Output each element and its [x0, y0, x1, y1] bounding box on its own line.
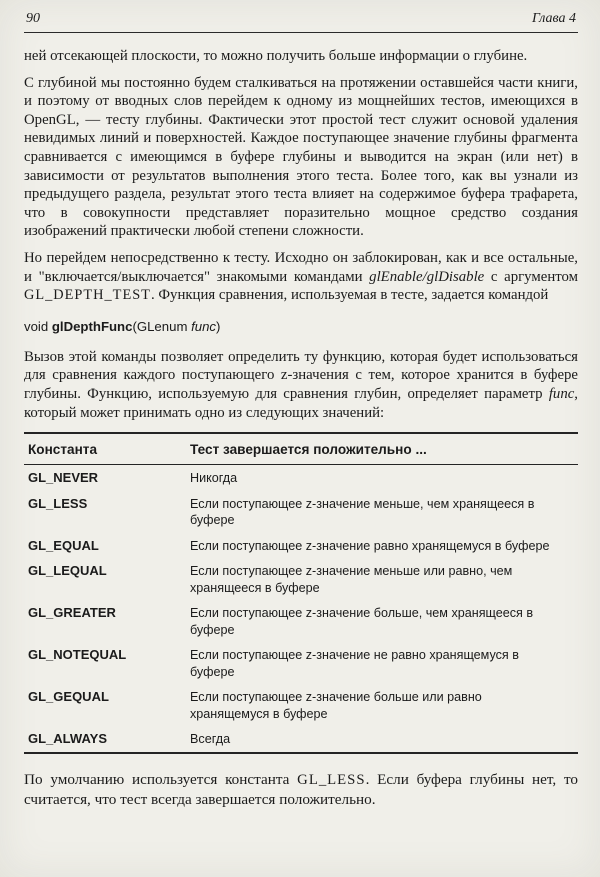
description-cell: Если поступающее z-значение больше, чем хранящееся в буфере [190, 606, 534, 637]
text-segment: func [548, 385, 575, 402]
table-row [24, 642, 578, 684]
description-cell: Если поступающее z-значение равно хранящемуся в буфере [190, 538, 550, 553]
description-cell: Всегда [190, 732, 231, 747]
table-body [24, 465, 578, 753]
function-prototype [24, 319, 578, 334]
column-header-constant: Константа [24, 433, 186, 465]
paragraph-depth-test [24, 249, 578, 305]
description-cell: Никогда [190, 471, 238, 486]
table-row [24, 533, 578, 559]
depth-func-constants-table [24, 432, 578, 754]
description-cell: Если поступающее z-значение меньше или равно, чем хранящееся в буфере [190, 564, 513, 595]
text-segment: Но перейдем непосредственно к тесту. Исходно он заблокирован, как и все остальные, и "включается/выключается" знакомыми командами [24, 249, 578, 285]
text-segment: glEnable/glDisable [369, 268, 485, 285]
constant-cell: GL_ALWAYS [28, 731, 107, 747]
constant-cell: GL_EQUAL [28, 537, 99, 553]
text-segment: ) [216, 318, 221, 334]
description-cell: Если поступающее z-значение не равно хранящемуся в буфере [190, 648, 519, 679]
table-row [24, 684, 578, 726]
constant-cell: GL_GREATER [28, 605, 116, 621]
constant-cell: GL_GEQUAL [28, 689, 109, 705]
page-header [24, 9, 578, 27]
text-segment: void [24, 318, 52, 334]
text-segment: GL_DEPTH_TEST [24, 287, 151, 304]
text-segment: ней отсекающей плоскости, то можно получить больше информации о глубине. [24, 48, 528, 64]
constant-cell: GL_NOTEQUAL [28, 647, 127, 663]
paragraph-func-param [24, 348, 578, 422]
constant-cell: GL_LESS [28, 495, 88, 511]
description-cell: Если поступающее z-значение больше или равно хранящемуся в буфере [190, 690, 482, 721]
chapter-label: Глава 4 [532, 11, 576, 26]
text-segment: . Если буфера глубины нет, то считается, что тест всегда завершается положительно. [24, 770, 579, 809]
header-rule [24, 32, 578, 33]
description-cell: Если поступающее z-значение меньше, чем хранящееся в буфере [190, 496, 535, 528]
text-segment: с аргументом [484, 268, 578, 285]
text-segment: Вызов этой команды позволяет определить ту функцию, которая будет использоваться для сравнения каждого поступающего z-значения с тем, которое хранится в буфере глубины. Функцию, используемую для сравнения глубин, определяет параметр [24, 348, 578, 402]
text-segment: С глубиной мы постоянно будем сталкиваться на протяжении оставшейся части книги, и поэтому от вводных слов перейдем к одному из мощнейших тестов, имеющихся в OpenGL, — тесту глубины. Фактически этот простой тест служит основой удаления невидимых линий и поверхностей. Каждое поступающее значение глубины фрагмента сравнивается с имеющимся в буфере глубины и выводится на экран (или нет) в зависимости от результатов выполнения этого теста. Более того, как вы узнали из предыдущего раздела, результат этого теста влияет на содержимое буфера трафарета, что в совокупности представляет поразительно мощное средство создания изображений практически любой степени сложности. [24, 74, 578, 240]
table-row [24, 465, 578, 491]
text-segment: , который может принимать одно из следующих значений: [24, 385, 578, 421]
text-segment: glDepthFunc [51, 318, 133, 334]
constant-cell: GL_LEQUAL [28, 563, 107, 579]
paragraph-depth-intro [24, 74, 578, 241]
table-header-row [24, 433, 578, 465]
table-head [24, 433, 578, 465]
table-row [24, 558, 578, 600]
column-header-result: Тест завершается положительно ... [186, 433, 578, 465]
table-row [24, 600, 578, 642]
text-segment: func [191, 318, 217, 334]
text-segment: По умолчанию используется константа [24, 770, 298, 788]
table-row [24, 491, 578, 533]
text-segment: GL_LESS [297, 771, 366, 788]
text-segment: (GLenum [132, 318, 192, 334]
page-number: 90 [26, 11, 40, 26]
text-segment: . Функция сравнения, используемая в тесте, задается командой [150, 287, 549, 304]
closing-paragraph [24, 770, 578, 810]
table-row [24, 726, 578, 753]
paragraph-clip-plane [24, 47, 578, 66]
constant-cell: GL_NEVER [28, 470, 99, 486]
